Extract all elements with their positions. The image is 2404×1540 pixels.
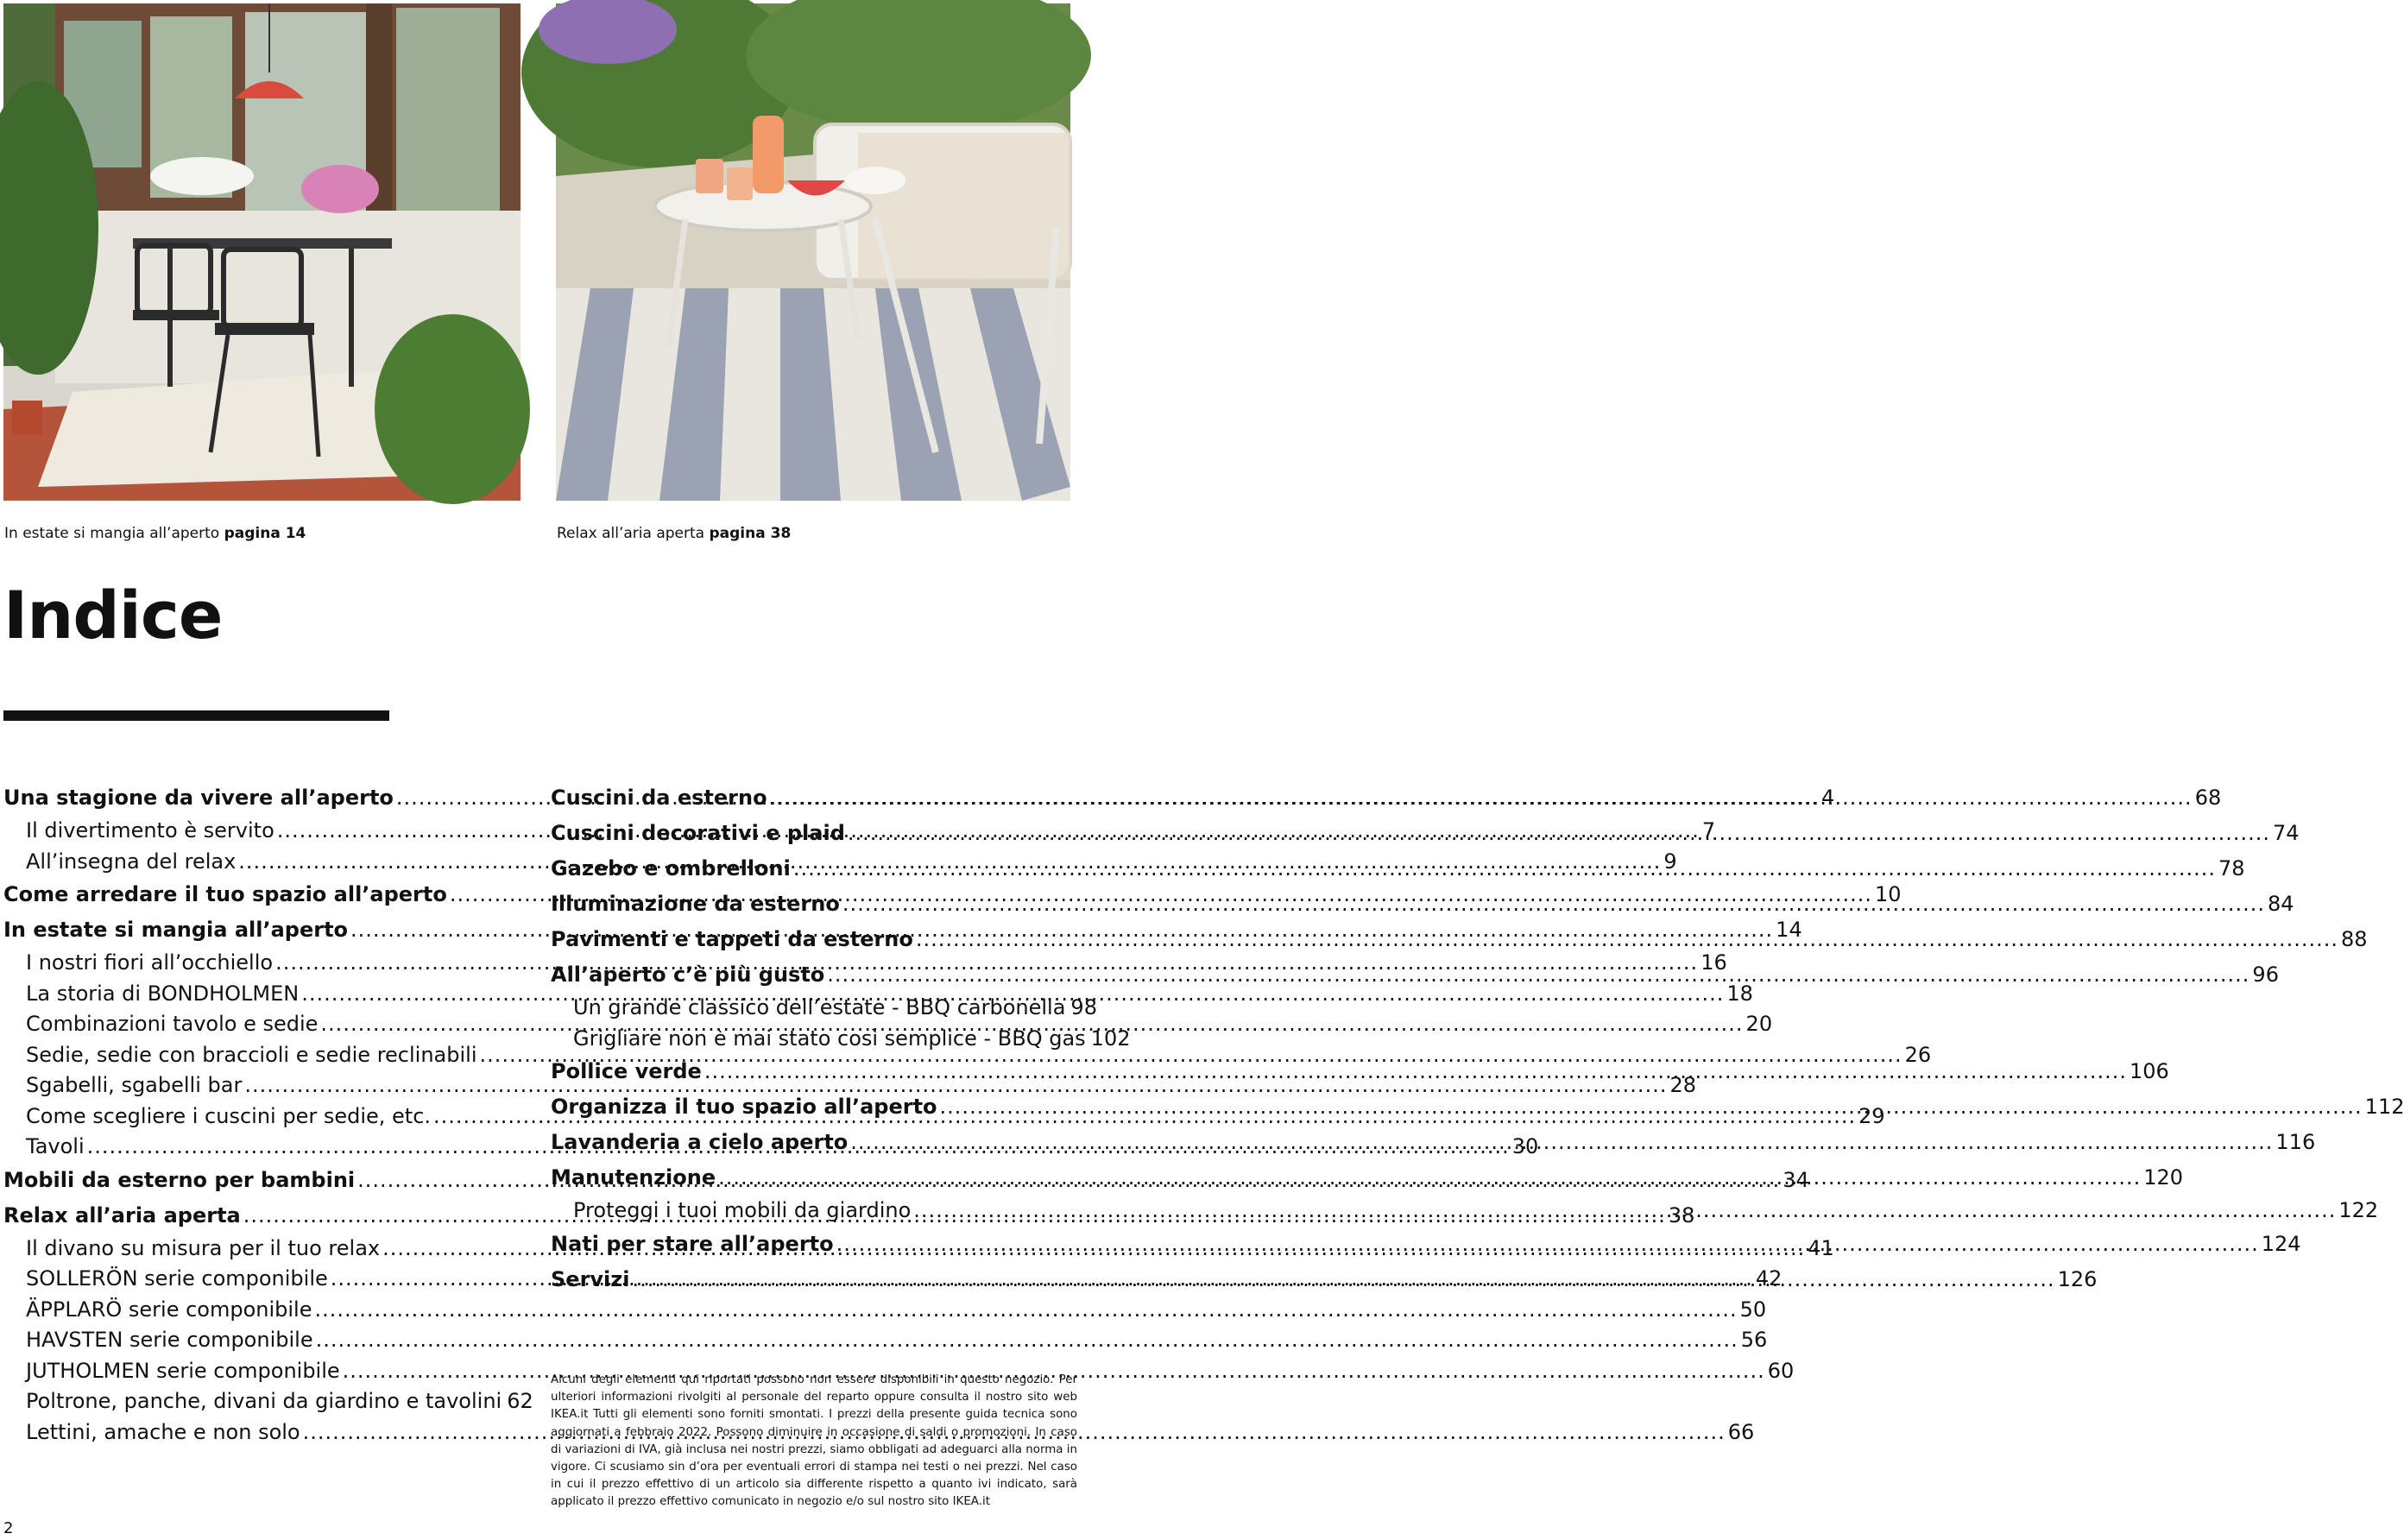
- toc-leader-dots: [793, 853, 2216, 884]
- toc-entry-page: 26: [1904, 1042, 1932, 1067]
- toc-entry-page: 116: [2275, 1130, 2316, 1154]
- toc-entry-page: 34: [1782, 1167, 1809, 1192]
- toc-entry-label: Nati per stare all’aperto: [551, 1231, 834, 1256]
- page-title: Indice: [3, 577, 223, 653]
- caption-right-page: pagina 38: [709, 525, 792, 542]
- caption-right-text: Relax all’aria aperta: [557, 525, 705, 542]
- caption-left-page: pagina 14: [224, 525, 306, 542]
- toc-entry-page: 7: [1701, 818, 1716, 843]
- toc-entry-label: HAVSTEN serie componibile: [26, 1328, 313, 1352]
- toc-leader-dots: [316, 1327, 1738, 1353]
- toc-entry[interactable]: [551, 782, 2222, 817]
- toc-entry-label: Combinazioni tavolo e sedie: [26, 1012, 319, 1036]
- toc-leader-dots: [836, 1228, 2259, 1259]
- toc-entry-page: 28: [1669, 1073, 1696, 1097]
- toc-entry-page: 10: [1874, 882, 1902, 906]
- toc-entry-label: Mobili da esterno per bambini: [3, 1167, 356, 1192]
- toc-entry-label: Cuscini decorativi e plaid: [551, 821, 845, 845]
- toc-entry-page: 126: [2057, 1266, 2098, 1291]
- toc-entry-label: Un grande classico dell’estate - BBQ carbonella: [573, 995, 1066, 1019]
- photo-caption-left: [4, 525, 306, 542]
- balcony-dining-photo: [3, 3, 521, 501]
- toc-entry-page: 74: [2273, 821, 2300, 845]
- toc-entry[interactable]: [551, 994, 1097, 1026]
- toc-entry-label: Grigliare non è mai stato così semplice - BBQ gas: [573, 1026, 1086, 1051]
- toc-entry-label: JUTHOLMEN serie componibile: [26, 1358, 340, 1383]
- toc-entry-label: Sedie, sedie con braccioli e sedie reclinabili: [26, 1042, 477, 1067]
- lounge-table-photo: [556, 3, 1070, 501]
- title-rule: [3, 710, 389, 721]
- toc-leader-dots: [850, 1127, 2273, 1158]
- toc-entry-label: Tavoli: [26, 1134, 85, 1158]
- toc-entry-page: 106: [2129, 1059, 2169, 1083]
- toc-entry[interactable]: [551, 1026, 1131, 1057]
- toc-entry-label: Poltrone, panche, divani da giardino e tavolini: [26, 1389, 502, 1413]
- toc-entry-label: Organizza il tuo spazio all’aperto: [551, 1095, 937, 1119]
- toc-entry-label: All’insegna del relax: [26, 849, 237, 874]
- toc-entry-page: 62: [507, 1389, 533, 1413]
- toc-entry-page: 29: [1858, 1103, 1885, 1128]
- toc-entry-label: Gazebo e ombrelloni: [551, 856, 791, 880]
- toc-entry-label: Pollice verde: [551, 1059, 702, 1083]
- toc-entry-page: 88: [2341, 927, 2368, 951]
- toc-entry-label: Relax all’aria aperta: [3, 1202, 241, 1228]
- toc-entry-label: Proteggi i tuoi mobili da giardino: [573, 1198, 912, 1222]
- toc-entry-page: 18: [1726, 981, 1753, 1006]
- toc-entry-page: 66: [1727, 1419, 1755, 1444]
- toc-entry-page: 60: [1767, 1358, 1795, 1383]
- caption-left-text: In estate si mangia all’aperto: [4, 525, 220, 542]
- toc-entry-page: 9: [1663, 849, 1677, 874]
- toc-entry[interactable]: [3, 1072, 1696, 1103]
- toc-leader-dots: [718, 1162, 2141, 1193]
- page-number: 2: [3, 1519, 14, 1537]
- toc-entry-label: In estate si mangia all’aperto: [3, 918, 349, 942]
- toc-leader-dots: [632, 1264, 2054, 1295]
- toc-leader-dots: [940, 1091, 2363, 1122]
- toc-entry-label: Lettini, amache e non solo: [26, 1419, 300, 1444]
- toc-entry-page: 30: [1511, 1134, 1539, 1158]
- toc-leader-dots: [770, 782, 2193, 813]
- toc-entry-page: 14: [1776, 918, 1802, 942]
- toc-entry-label: La storia di BONDHOLMEN: [26, 981, 300, 1006]
- toc-entry-label: Lavanderia a cielo aperto: [551, 1130, 849, 1154]
- toc-entry-page: 124: [2261, 1231, 2301, 1256]
- toc-entry-label: Manutenzione: [551, 1165, 716, 1190]
- toc-leader-dots: [842, 888, 2265, 919]
- toc-entry-label: Sgabelli, sgabelli bar: [26, 1073, 243, 1097]
- toc-entry-label: Illuminazione da esterno: [551, 892, 840, 916]
- toc-entry-page: 38: [1668, 1202, 1695, 1228]
- toc-entry-label: Il divertimento è servito: [26, 818, 274, 843]
- toc-entry-page: 122: [2338, 1198, 2379, 1222]
- toc-entry-label: I nostri fiori all’occhiello: [26, 950, 274, 975]
- toc-entry-page: 68: [2194, 786, 2222, 810]
- toc-entry[interactable]: [3, 1419, 1755, 1450]
- toc-entry[interactable]: [3, 1358, 1795, 1389]
- photo-caption-right: [557, 525, 791, 542]
- toc-entry-label: Come arredare il tuo spazio all’aperto: [3, 882, 447, 906]
- toc-entry-label: Una stagione da vivere all’aperto: [3, 786, 394, 810]
- toc-entry-page: 4: [1821, 786, 1835, 810]
- toc-entry-label: Il divano su misura per il tuo relax: [26, 1235, 381, 1260]
- toc-leader-dots: [916, 924, 2338, 955]
- toc-entry[interactable]: [3, 1388, 533, 1419]
- toc-entry-page: 78: [2218, 856, 2245, 880]
- toc-entry-page: 20: [1745, 1012, 1773, 1036]
- toc-entry-page: 96: [2252, 962, 2279, 987]
- toc-entry-page: 84: [2267, 892, 2294, 916]
- toc-entry[interactable]: [551, 853, 2245, 888]
- toc-entry-label: ÄPPLARÖ serie componibile: [26, 1297, 312, 1322]
- toc-leader-dots: [827, 959, 2249, 990]
- toc-entry-page: 102: [1090, 1026, 1131, 1051]
- toc-entry-page: 41: [1808, 1235, 1834, 1260]
- toc-entry-page: 112: [2364, 1095, 2404, 1119]
- toc-leader-dots: [848, 817, 2270, 849]
- toc-entry-label: Servizi: [551, 1266, 630, 1291]
- toc-leader-dots: [913, 1197, 2336, 1223]
- toc-leader-dots: [704, 1056, 2127, 1087]
- toc-leader-dots: [315, 1297, 1738, 1322]
- toc-entry-page: 98: [1070, 995, 1097, 1019]
- toc-entry-page: 16: [1700, 950, 1727, 975]
- toc-entry-label: Pavimenti e tappeti da esterno: [551, 927, 913, 951]
- toc-entry[interactable]: [3, 1297, 1767, 1328]
- toc-entry-page: 120: [2143, 1165, 2184, 1190]
- toc-entry[interactable]: [551, 817, 2300, 853]
- toc-entry-page: 50: [1739, 1297, 1767, 1322]
- toc-entry[interactable]: [3, 1327, 1768, 1358]
- toc-entry-page: 42: [1755, 1266, 1782, 1291]
- toc-entry-label: All’aperto c’è più gusto: [551, 962, 825, 987]
- toc-entry-label: Come scegliere i cuscini per sedie, etc.: [26, 1103, 432, 1128]
- toc-entry-label: SOLLERÖN serie componibile: [26, 1266, 328, 1291]
- disclaimer-text: Alcuni degli elementi qui riportati possono non essere disponibili in questo negozio. Per ulteriori informazioni rivolgiti al personale del reparto oppure consulta il nostro sito web IKEA.it Tutti gli elementi sono forniti smontati. I prezzi della presente guida tecnica sono aggiornati a febbraio 2022. Possono diminuire in occasione di saldi o promozioni. In caso di variazioni di IVA, già inclusa nei nostri prezzi, siamo obbligati ad adeguarci alla norma in vigore. Ci scusiamo sin d’ora per eventuali errori di stampa nei testi o nei prezzi. Nel caso in cui il prezzo effettivo di un articolo sia differente rispetto a quanto ivi indicato, sarà applicato il prezzo effettivo comunicato in negozio e/o sul nostro sito IKEA.it: [551, 1373, 1077, 1509]
- toc-entry-label: Cuscini da esterno: [551, 786, 767, 810]
- toc-entry-page: 56: [1740, 1328, 1768, 1352]
